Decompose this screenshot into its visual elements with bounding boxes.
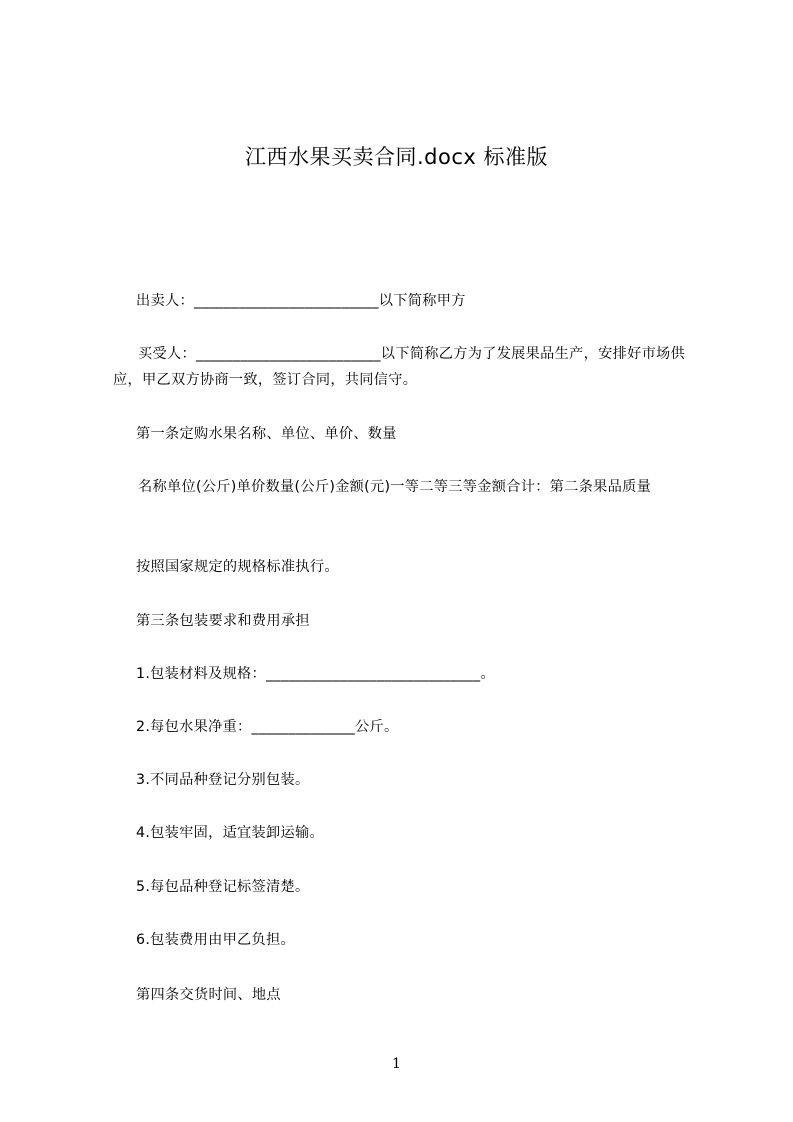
paragraph-packaging-2: 2.每包水果净重：______________公斤。 [136,719,399,735]
paragraph-standard: 按照国家规定的规格标准执行。 [136,559,339,575]
paragraph-article-4: 第四条交货时间、地点 [136,987,281,1003]
paragraph-packaging-4: 4.包装牢固，适宜装卸运输。 [136,825,324,841]
paragraph-packaging-3: 3.不同品种登记分别包装。 [136,772,310,788]
paragraph-packaging-6: 6.包装费用由甲乙负担。 [136,932,296,948]
paragraph-packaging-5: 5.每包品种登记标签清楚。 [136,879,310,895]
paragraph-article-3: 第三条包装要求和费用承担 [136,613,310,629]
page-number: 1 [392,1056,401,1072]
paragraph-buyer: 买受人：_________________________以下简称乙方为了发展果品生产，安排好市场供应，甲乙双方协商一致，签订合同，共同信守。 [113,346,686,388]
document-title: 江西水果买卖合同.docx 标准版 [244,145,548,169]
paragraph-packaging-1: 1.包装材料及规格：_____________________________。 [136,666,495,682]
paragraph-seller: 出卖人：_________________________以下简称甲方 [136,293,466,309]
paragraph-price-table: 名称单位(公斤)单价数量(公斤)金额(元)一等二等三等金额合计：第二条果品质量 [138,479,652,495]
paragraph-article-1: 第一条定购水果名称、单位、单价、数量 [136,426,397,442]
